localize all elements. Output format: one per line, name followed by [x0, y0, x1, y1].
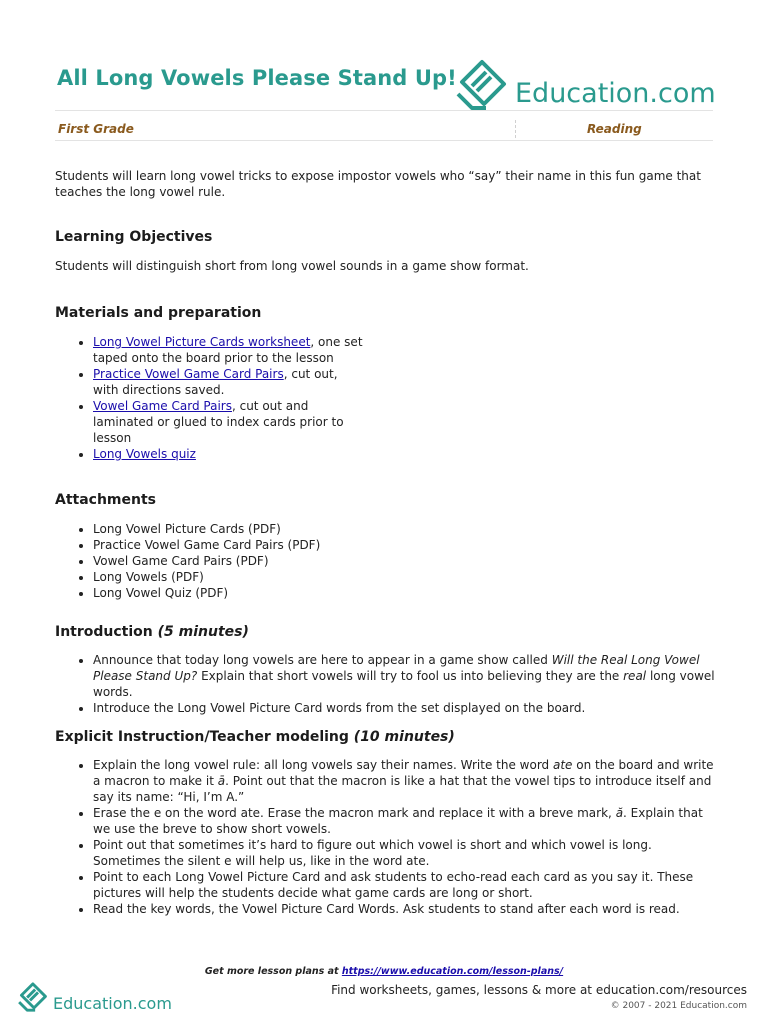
lesson-summary: Students will learn long vowel tricks to expose impostor vowels who “say” their name in this fun game that teaches the long vowel rule.: [55, 169, 701, 199]
list-item: • Point out that sometimes it’s hard to figure out which vowel is short and which vowel is long. Sometimes the silent e will help us, like in the word ate.: [93, 837, 715, 869]
meta-separator: [515, 120, 516, 138]
material-link[interactable]: Practice Vowel Game Card Pairs: [93, 367, 284, 381]
list-item: [93, 334, 363, 366]
section-time: (5 minutes): [157, 624, 249, 640]
list-item: • Read the key words, the Vowel Picture Card Words. Ask students to stand after each word is read.: [93, 901, 715, 917]
footer-logo[interactable]: [18, 980, 178, 1016]
material-note: , cut out and laminated or glued to index cards prior to lesson: [93, 399, 344, 445]
text-run: Will the Real Long Vowel Please Stand Up?: [93, 653, 700, 683]
attachments-heading: Attachments: [55, 492, 157, 508]
list-item: [93, 757, 715, 805]
meta-divider: [55, 140, 713, 141]
brand-name: Education.com: [515, 78, 716, 109]
list-item: [93, 446, 363, 462]
introduction-heading: [55, 623, 715, 641]
text-run: . Point out that the macron is like a hat that the vowel tips to introduce itself and say its name: “Hi, I’m A.”: [93, 774, 712, 804]
subject-label: Reading: [587, 122, 642, 136]
instruction-heading: [55, 728, 715, 746]
section-title: Explicit Instruction/Teacher modeling: [55, 729, 349, 745]
lesson-body: [55, 168, 715, 917]
footer-cta: [0, 966, 768, 977]
attachment-item[interactable]: • Long Vowel Quiz (PDF): [93, 585, 715, 601]
section-title: Introduction: [55, 624, 153, 640]
instruction-list: [55, 757, 715, 917]
attachment-item[interactable]: • Practice Vowel Game Card Pairs (PDF): [93, 537, 715, 553]
attachment-item[interactable]: • Long Vowel Picture Cards (PDF): [93, 521, 715, 537]
text-run: Explain the long vowel rule: all long vowels say their names. Write the word: [93, 758, 553, 772]
education-logo[interactable]: [456, 56, 716, 116]
text-run: Erase the e on the word ate. Erase the macron mark and replace it with a breve mark,: [93, 806, 616, 820]
list-item: • Introduce the Long Vowel Picture Card words from the set displayed on the board.: [93, 700, 715, 716]
text-run: Announce that today long vowels are here to appear in a game show called: [93, 653, 552, 667]
grade-label: First Grade: [58, 122, 134, 136]
material-link[interactable]: Long Vowel Picture Cards worksheet: [93, 335, 311, 349]
text-run: . Explain that we use the breve to show short vowels.: [93, 806, 703, 836]
introduction-list: [55, 652, 715, 716]
list-item: [93, 652, 715, 700]
header-divider: [55, 110, 713, 111]
material-note: , one set taped onto the board prior to the lesson: [93, 335, 363, 365]
education-logo-icon: [18, 980, 50, 1014]
attachments-list: [55, 521, 715, 601]
text-run: long vowel words.: [93, 669, 715, 699]
material-link[interactable]: Long Vowels quiz: [93, 447, 196, 461]
footer-brand-name: Education.com: [53, 994, 172, 1013]
list-item: [93, 805, 715, 837]
attachment-item[interactable]: • Vowel Game Card Pairs (PDF): [93, 553, 715, 569]
education-logo-icon: [456, 56, 512, 114]
text-run: ă: [615, 806, 624, 820]
section-time: (10 minutes): [353, 729, 455, 745]
text-run: ā: [217, 774, 226, 788]
lesson-plans-link[interactable]: https://www.education.com/lesson-plans/: [341, 966, 564, 977]
text-run: on the board and write a macron to make it: [93, 758, 714, 788]
lesson-title: All Long Vowels Please Stand Up!: [57, 66, 457, 90]
objectives-heading: Learning Objectives: [55, 229, 213, 245]
text-run: real: [623, 669, 647, 683]
materials-heading: Materials and preparation: [55, 305, 262, 321]
resources-text: Find worksheets, games, lessons & more at education.com/resources: [331, 983, 747, 997]
materials-list: [55, 334, 715, 462]
list-item: [93, 398, 363, 446]
material-note: , cut out, with directions saved.: [93, 367, 338, 397]
objectives-text: Students will distinguish short from long vowel sounds in a game show format.: [55, 259, 529, 273]
material-link[interactable]: Vowel Game Card Pairs: [93, 399, 232, 413]
copyright: © 2007 - 2021 Education.com: [610, 1001, 747, 1011]
list-item: • Point to each Long Vowel Picture Card and ask students to echo-read each card as you say it. These pictures will help the students decide what game cards are long or short.: [93, 869, 715, 901]
attachment-item[interactable]: • Long Vowels (PDF): [93, 569, 715, 585]
cta-text: Get more lesson plans at: [204, 966, 342, 977]
text-run: Explain that short vowels will try to fool us into believing they are the: [197, 669, 624, 683]
text-run: ate: [552, 758, 573, 772]
list-item: [93, 366, 363, 398]
